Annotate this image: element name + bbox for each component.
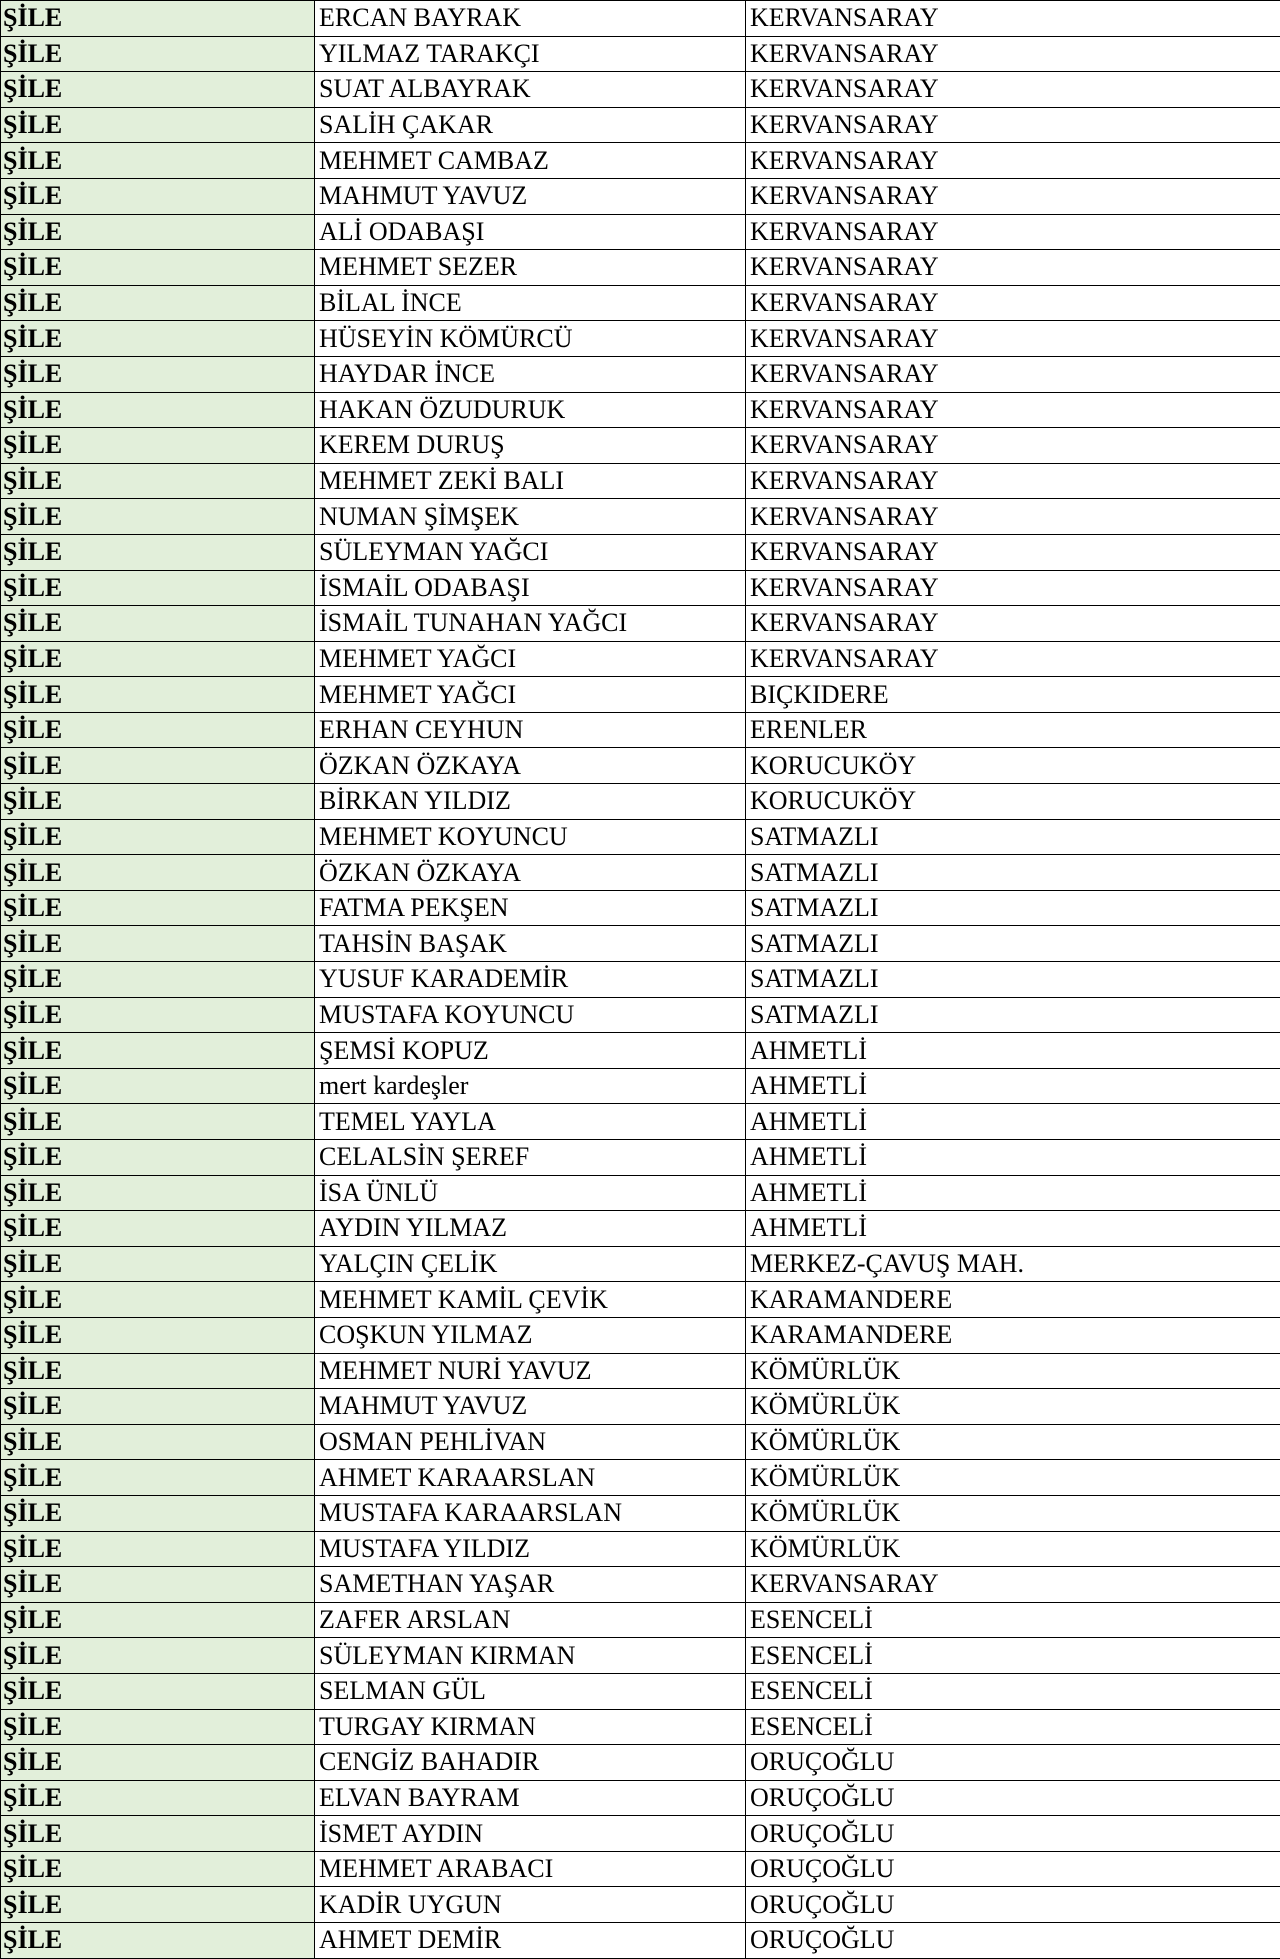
location-cell[interactable]: SATMAZLI [746,855,1280,891]
district-cell[interactable]: ŞİLE [1,463,315,499]
name-cell[interactable]: HAKAN ÖZUDURUK [315,392,746,428]
name-cell[interactable]: MEHMET ZEKİ BALI [315,463,746,499]
name-cell[interactable]: MEHMET KOYUNCU [315,819,746,855]
name-cell[interactable]: MEHMET SEZER [315,250,746,286]
table-row [1,1,1280,37]
district-cell[interactable]: ŞİLE [1,356,315,392]
table-row [1,641,1280,677]
district-cell[interactable]: ŞİLE [1,1140,315,1176]
district-cell[interactable]: ŞİLE [1,819,315,855]
district-cell[interactable]: ŞİLE [1,534,315,570]
table-row [1,1638,1280,1674]
name-cell[interactable]: SÜLEYMAN YAĞCI [315,534,746,570]
location-cell[interactable]: ESENCELİ [746,1709,1280,1745]
district-cell[interactable]: ŞİLE [1,1602,315,1638]
table-row [1,36,1280,72]
name-cell[interactable]: SALİH ÇAKAR [315,107,746,143]
name-cell[interactable]: İSA ÜNLÜ [315,1175,746,1211]
location-cell[interactable]: ERENLER [746,712,1280,748]
name-cell[interactable]: YILMAZ TARAKÇI [315,36,746,72]
district-cell[interactable]: ŞİLE [1,36,315,72]
district-cell[interactable]: ŞİLE [1,1317,315,1353]
location-cell[interactable]: KÖMÜRLÜK [746,1460,1280,1496]
name-cell[interactable]: SUAT ALBAYRAK [315,72,746,108]
name-cell[interactable]: TAHSİN BAŞAK [315,926,746,962]
table-row [1,392,1280,428]
district-cell[interactable]: ŞİLE [1,1638,315,1674]
location-cell[interactable]: SATMAZLI [746,890,1280,926]
location-cell[interactable]: KERVANSARAY [746,72,1280,108]
table-row [1,1923,1280,1959]
name-cell[interactable]: MEHMET CAMBAZ [315,143,746,179]
location-cell[interactable]: KERVANSARAY [746,36,1280,72]
location-cell[interactable]: KERVANSARAY [746,1,1280,37]
location-cell[interactable]: KERVANSARAY [746,534,1280,570]
location-cell[interactable]: KERVANSARAY [746,392,1280,428]
district-cell[interactable]: ŞİLE [1,1567,315,1603]
location-cell[interactable]: KÖMÜRLÜK [746,1353,1280,1389]
table-row [1,534,1280,570]
district-cell[interactable]: ŞİLE [1,1389,315,1425]
name-cell[interactable]: İSMET AYDIN [315,1816,746,1852]
name-cell[interactable]: YALÇIN ÇELİK [315,1246,746,1282]
table-row [1,178,1280,214]
name-cell[interactable]: ÖZKAN ÖZKAYA [315,855,746,891]
table-row [1,570,1280,606]
location-cell[interactable]: AHMETLİ [746,1140,1280,1176]
district-cell[interactable]: ŞİLE [1,428,315,464]
location-cell[interactable]: ESENCELİ [746,1602,1280,1638]
table-row [1,1317,1280,1353]
district-cell[interactable]: ŞİLE [1,677,315,713]
name-cell[interactable]: TEMEL YAYLA [315,1104,746,1140]
table-row [1,962,1280,998]
table-row [1,890,1280,926]
table-row [1,143,1280,179]
table-row [1,499,1280,535]
name-cell[interactable]: SAMETHAN YAŞAR [315,1567,746,1603]
location-cell[interactable]: KERVANSARAY [746,499,1280,535]
name-cell[interactable]: HAYDAR İNCE [315,356,746,392]
name-cell[interactable]: ALİ ODABAŞI [315,214,746,250]
district-cell[interactable]: ŞİLE [1,1175,315,1211]
table-body [1,1,1280,1959]
location-cell[interactable]: KERVANSARAY [746,178,1280,214]
location-cell[interactable]: ORUÇOĞLU [746,1816,1280,1852]
location-cell[interactable]: KÖMÜRLÜK [746,1531,1280,1567]
table-row [1,285,1280,321]
table-row [1,356,1280,392]
location-cell[interactable]: KERVANSARAY [746,356,1280,392]
location-cell[interactable]: KERVANSARAY [746,1567,1280,1603]
location-cell[interactable]: AHMETLİ [746,1104,1280,1140]
name-cell[interactable]: MEHMET YAĞCI [315,677,746,713]
table-row [1,1068,1280,1104]
location-cell[interactable]: KERVANSARAY [746,428,1280,464]
location-cell[interactable]: KÖMÜRLÜK [746,1495,1280,1531]
district-cell[interactable]: ŞİLE [1,1923,315,1959]
table-row [1,1816,1280,1852]
location-cell[interactable]: AHMETLİ [746,1033,1280,1069]
district-cell[interactable]: ŞİLE [1,926,315,962]
location-cell[interactable]: AHMETLİ [746,1068,1280,1104]
table-row [1,1745,1280,1781]
name-cell[interactable]: MUSTAFA KOYUNCU [315,997,746,1033]
location-cell[interactable]: KERVANSARAY [746,463,1280,499]
name-cell[interactable]: NUMAN ŞİMŞEK [315,499,746,535]
name-cell[interactable]: AYDIN YILMAZ [315,1211,746,1247]
name-cell[interactable]: TURGAY KIRMAN [315,1709,746,1745]
table-row [1,997,1280,1033]
table-row [1,1140,1280,1176]
table-row [1,1104,1280,1140]
table-row [1,1175,1280,1211]
table-row [1,1424,1280,1460]
table-row [1,72,1280,108]
district-cell[interactable]: ŞİLE [1,606,315,642]
table-row [1,1673,1280,1709]
district-cell[interactable]: ŞİLE [1,855,315,891]
location-cell[interactable]: ESENCELİ [746,1673,1280,1709]
name-cell[interactable]: ŞEMSİ KOPUZ [315,1033,746,1069]
location-cell[interactable]: SATMAZLI [746,962,1280,998]
location-cell[interactable]: AHMETLİ [746,1175,1280,1211]
location-cell[interactable]: KERVANSARAY [746,214,1280,250]
location-cell[interactable]: KÖMÜRLÜK [746,1424,1280,1460]
table-row [1,321,1280,357]
district-cell[interactable]: ŞİLE [1,962,315,998]
district-cell[interactable]: ŞİLE [1,72,315,108]
district-cell[interactable]: ŞİLE [1,784,315,820]
name-cell[interactable]: KEREM DURUŞ [315,428,746,464]
location-cell[interactable]: ORUÇOĞLU [746,1780,1280,1816]
district-cell[interactable]: ŞİLE [1,570,315,606]
district-cell[interactable]: ŞİLE [1,712,315,748]
name-cell[interactable]: FATMA PEKŞEN [315,890,746,926]
name-cell[interactable]: ERCAN BAYRAK [315,1,746,37]
name-cell[interactable]: CENGİZ BAHADIR [315,1745,746,1781]
district-cell[interactable]: ŞİLE [1,392,315,428]
table-row [1,1531,1280,1567]
district-cell[interactable]: ŞİLE [1,1211,315,1247]
location-cell[interactable]: KERVANSARAY [746,107,1280,143]
district-cell[interactable]: ŞİLE [1,1887,315,1923]
district-cell[interactable]: ŞİLE [1,1673,315,1709]
name-cell[interactable]: MEHMET KAMİL ÇEVİK [315,1282,746,1318]
table-row [1,1211,1280,1247]
district-cell[interactable]: ŞİLE [1,1282,315,1318]
district-cell[interactable]: ŞİLE [1,1851,315,1887]
table-row [1,926,1280,962]
location-cell[interactable]: SATMAZLI [746,819,1280,855]
district-cell[interactable]: ŞİLE [1,499,315,535]
name-cell[interactable]: MAHMUT YAVUZ [315,178,746,214]
table-row [1,1495,1280,1531]
location-cell[interactable]: KERVANSARAY [746,321,1280,357]
location-cell[interactable]: KERVANSARAY [746,143,1280,179]
table-row [1,677,1280,713]
table-row [1,428,1280,464]
district-cell[interactable]: ŞİLE [1,748,315,784]
name-cell[interactable]: ELVAN BAYRAM [315,1780,746,1816]
table-row [1,250,1280,286]
table-row [1,712,1280,748]
location-cell[interactable]: SATMAZLI [746,997,1280,1033]
district-cell[interactable]: ŞİLE [1,1246,315,1282]
table-row [1,1353,1280,1389]
name-cell[interactable]: MEHMET NURİ YAVUZ [315,1353,746,1389]
location-cell[interactable]: AHMETLİ [746,1211,1280,1247]
name-cell[interactable]: AHMET DEMİR [315,1923,746,1959]
location-cell[interactable]: KORUCUKÖY [746,748,1280,784]
table-row [1,1851,1280,1887]
table-row [1,1602,1280,1638]
district-cell[interactable]: ŞİLE [1,1460,315,1496]
name-cell[interactable]: ÖZKAN ÖZKAYA [315,748,746,784]
name-cell[interactable]: SELMAN GÜL [315,1673,746,1709]
location-cell[interactable]: KERVANSARAY [746,570,1280,606]
location-cell[interactable]: KARAMANDERE [746,1317,1280,1353]
table-row [1,463,1280,499]
table-row [1,606,1280,642]
district-cell[interactable]: ŞİLE [1,1531,315,1567]
district-cell[interactable]: ŞİLE [1,250,315,286]
table-row [1,1709,1280,1745]
location-cell[interactable]: ORUÇOĞLU [746,1851,1280,1887]
location-cell[interactable]: KERVANSARAY [746,250,1280,286]
name-cell[interactable]: MUSTAFA YILDIZ [315,1531,746,1567]
district-cell[interactable]: ŞİLE [1,890,315,926]
name-cell[interactable]: ZAFER ARSLAN [315,1602,746,1638]
name-cell[interactable]: YUSUF KARADEMİR [315,962,746,998]
table-row [1,748,1280,784]
district-cell[interactable]: ŞİLE [1,997,315,1033]
name-cell[interactable]: ERHAN CEYHUN [315,712,746,748]
name-cell[interactable]: İSMAİL ODABAŞI [315,570,746,606]
location-cell[interactable]: KÖMÜRLÜK [746,1389,1280,1425]
name-cell[interactable]: CELALSİN ŞEREF [315,1140,746,1176]
name-cell[interactable]: KADİR UYGUN [315,1887,746,1923]
name-cell[interactable]: HÜSEYİN KÖMÜRCÜ [315,321,746,357]
table-row [1,819,1280,855]
name-cell[interactable]: mert kardeşler [315,1068,746,1104]
district-cell[interactable]: ŞİLE [1,1033,315,1069]
table-row [1,107,1280,143]
table-row [1,214,1280,250]
location-cell[interactable]: KORUCUKÖY [746,784,1280,820]
district-cell[interactable]: ŞİLE [1,1104,315,1140]
district-cell[interactable]: ŞİLE [1,1,315,37]
district-cell[interactable]: ŞİLE [1,641,315,677]
name-cell[interactable]: BİLAL İNCE [315,285,746,321]
location-cell[interactable]: MERKEZ-ÇAVUŞ MAH. [746,1246,1280,1282]
district-cell[interactable]: ŞİLE [1,1068,315,1104]
name-cell[interactable]: COŞKUN YILMAZ [315,1317,746,1353]
table-row [1,1246,1280,1282]
table-row [1,1389,1280,1425]
table-row [1,1033,1280,1069]
name-cell[interactable]: MAHMUT YAVUZ [315,1389,746,1425]
location-cell[interactable]: ORUÇOĞLU [746,1923,1280,1959]
table-row [1,784,1280,820]
location-cell[interactable]: KARAMANDERE [746,1282,1280,1318]
district-cell[interactable]: ŞİLE [1,143,315,179]
table-row [1,855,1280,891]
district-cell[interactable]: ŞİLE [1,1353,315,1389]
location-cell[interactable]: SATMAZLI [746,926,1280,962]
district-cell[interactable]: ŞİLE [1,214,315,250]
district-cell[interactable]: ŞİLE [1,1816,315,1852]
district-cell[interactable]: ŞİLE [1,1780,315,1816]
district-cell[interactable]: ŞİLE [1,1745,315,1781]
location-cell[interactable]: ESENCELİ [746,1638,1280,1674]
name-cell[interactable]: İSMAİL TUNAHAN YAĞCI [315,606,746,642]
district-cell[interactable]: ŞİLE [1,107,315,143]
name-cell[interactable]: SÜLEYMAN KIRMAN [315,1638,746,1674]
location-cell[interactable]: KERVANSARAY [746,641,1280,677]
location-cell[interactable]: BIÇKIDERE [746,677,1280,713]
name-cell[interactable]: OSMAN PEHLİVAN [315,1424,746,1460]
location-cell[interactable]: KERVANSARAY [746,285,1280,321]
location-cell[interactable]: ORUÇOĞLU [746,1745,1280,1781]
table-row [1,1282,1280,1318]
district-cell[interactable]: ŞİLE [1,285,315,321]
district-cell[interactable]: ŞİLE [1,178,315,214]
district-cell[interactable]: ŞİLE [1,1424,315,1460]
name-cell[interactable]: MUSTAFA KARAARSLAN [315,1495,746,1531]
district-cell[interactable]: ŞİLE [1,321,315,357]
table-row [1,1567,1280,1603]
name-cell[interactable]: MEHMET ARABACI [315,1851,746,1887]
name-cell[interactable]: BİRKAN YILDIZ [315,784,746,820]
district-cell[interactable]: ŞİLE [1,1495,315,1531]
location-cell[interactable]: ORUÇOĞLU [746,1887,1280,1923]
name-cell[interactable]: MEHMET YAĞCI [315,641,746,677]
table-row [1,1460,1280,1496]
name-cell[interactable]: AHMET KARAARSLAN [315,1460,746,1496]
table-row [1,1780,1280,1816]
district-cell[interactable]: ŞİLE [1,1709,315,1745]
location-cell[interactable]: KERVANSARAY [746,606,1280,642]
